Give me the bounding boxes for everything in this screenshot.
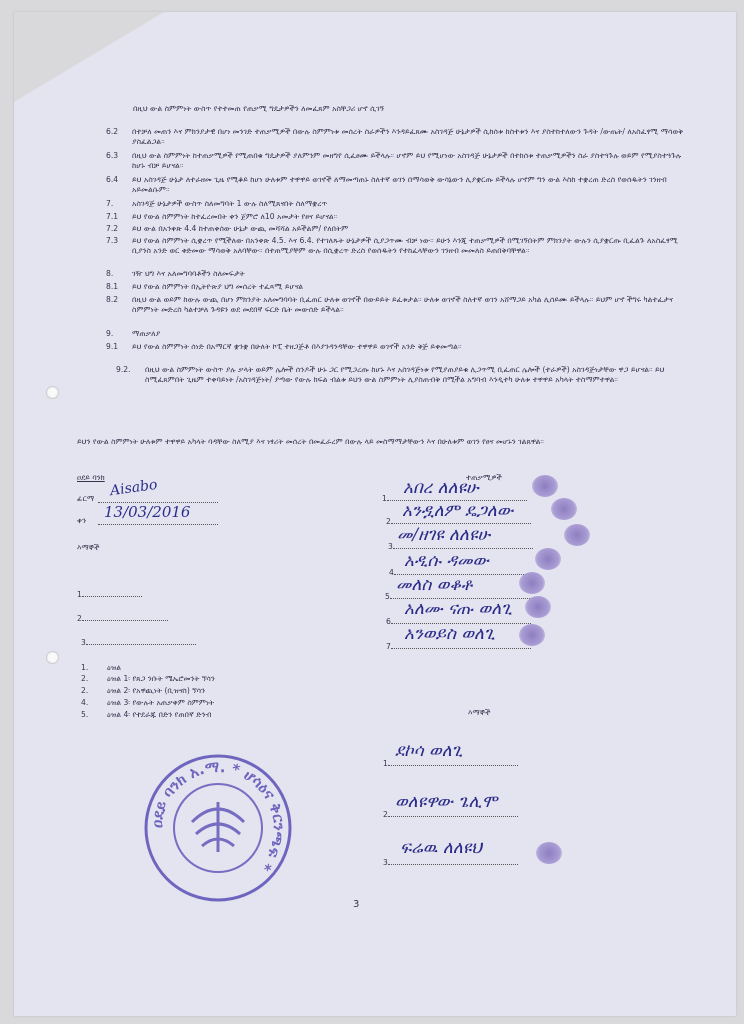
beneficiary-line — [391, 644, 531, 649]
witnesses-label-left: እማኞች — [77, 543, 100, 552]
date-handwriting: 13/03/2016 — [104, 503, 191, 521]
beneficiary-signature: አለሙ ናጡ ወለጊ — [404, 599, 513, 619]
clause-text: ይህ የውል ስምምነት ሲቋረጥ የሚችለው በአንቀጽ 4.5. እና 6.4. የተገለጹት ሁኔታዎች ሲያጋጥሙ ብቻ ነው። ይሁን እንጂ ተጠቃሚዎች በሚገኝበትም ምክንያት ውሉን ሲያቋርጡ ቢፈልጉ ለአስፈፃሚ ቢያንስ አንድ ወር ቀድመው ማሳወቅ አለባቸው። በተጠሚያቸም ውሉ በሲቋረጥ ድረስ የወሰዱትን የተከፈላቸውን ገንዘብ መመለስ ይጠበቅባቸዋል። — [132, 236, 678, 255]
thumbprint — [525, 596, 551, 618]
clause-number: 8.1 — [106, 282, 119, 291]
beneficiary-signature: አበረ ለለዩሁ — [403, 478, 479, 498]
clause-text: ይህ አስገዳጅ ሁኔታ ለተራዘመ ጊዜ የሚቆይ ከሆነ ሁለቱም ተዋዋይ ወገኖች ለማመጣጠኑ ስለተኛ ወገን በማሳወቅ ውሳኔውን ሊያቋርጡ ይችላሉ ሆኖም ግን ውል እስከ ተቋረጠ ድረስ የወሰዱትን ገንዘብ አይመልሱም። — [132, 175, 667, 194]
witness-line-number: 3 — [81, 638, 86, 647]
closing-statement: ይህን የውል ስምምነት ሁለቱም ተዋዋይ አካላት ባዳቸው ስለሚያ እና ነፃሪት መሰረት በመፈራረም በውሉ ላይ መስማማታቸውን እና በሁለቱም ወገን የፀና መሆኑን ገልጸዋል። — [77, 437, 544, 446]
clause-text: ይህ የውል ስምምነት ሰነድ በአማርኛ ቋንቋ በሁለት ኮፒ ተዘጋጅቶ በእያንዳንዳቸው ተዋዋይ ወገኖች አንድ ቅጅ ይቀመጣል። — [132, 342, 462, 351]
witness-line-number: 2 — [77, 614, 82, 623]
thumbprint — [551, 498, 577, 520]
attachment-number: 4. — [81, 698, 89, 707]
clause-heading: ገዥ ህግ እና አለመግባባቶችን ስለመፍታት — [132, 269, 245, 278]
thumbprint — [564, 524, 590, 546]
clause-number: 8. — [106, 269, 114, 278]
clause-number: 7.2 — [106, 224, 119, 233]
attachment-text: ዕዝል 4፡ የተደራጁ በድን የጠበኛ ድንብ — [107, 710, 212, 719]
clause-number: 8.2 — [106, 295, 119, 304]
folded-corner — [14, 12, 164, 102]
witness-line — [82, 590, 142, 597]
witness-signature: ወለዩዋው ጌሊሞ — [395, 792, 498, 812]
clause-number: 6.2 — [106, 127, 119, 136]
beneficiaries-label: ተጠቃሚዎች — [466, 473, 502, 482]
thumbprint — [532, 475, 558, 497]
clause-heading: ማጠቃለያ — [132, 329, 161, 338]
beneficiary-signature: አንወይስ ወለጊ — [404, 624, 495, 644]
signature-label: ፊርማ — [77, 494, 95, 503]
witnesses-label-right: እማኞች — [468, 708, 491, 717]
witness-line-number: 1 — [77, 590, 82, 599]
clause-text: በዚህ ውል ስምምነት ከተጠቃሚዎች የሚጠበቁ ግዴታዎች ያለምንም መዘግየ ሲፈፀሙ ይችላሉ። ሆኖም ይህ የሚሆነው አስገዳጅ ሁኔታዎች በተከሰቱ ተጠቃሚዎችን ስራ ያስተጓጉሉ ወይም የሚያስተጓጉሉ ከሆኑ ብቻ ይሆናል። — [132, 151, 682, 170]
witness-line — [388, 860, 518, 865]
clause-text: ይህ ውል በአንቀጽ 4.4 ከተጠቀሰው ሁኔታ ውጪ መሻሻል አይችልም/ የለበትም — [132, 224, 349, 233]
stamp-ring-text: ዐደይ ባንክ አ.ማ. * ሆሳዕና ቅርንጫፍ * — [147, 757, 289, 875]
attachment-number: 1. — [81, 663, 89, 672]
intro-line: በዚህ ውል ስምምነት ውስጥ የተተመጠ የጠቃሚ ግዴታዎችን ለመፈጸም አስቸጋሪ ሆኖ ሲገኝ — [133, 104, 385, 113]
attachment-text: ዕዝል 2፡ የአዋጪነት (ቢዝናስ) ኘሳን — [107, 686, 206, 695]
witness-signature: ፍሬዉ ለለዩህ — [400, 838, 483, 858]
clause-text: በዚህ ውል ስምምነት ውስጥ ያሉ ቃላት ወይም ሌሎች ሰንዶች ሁኑ ጋር የሚጋረጡ ከሆኑ እና አስገዳጅነቱ የሚያጠያይቁ ሊጋጥሚ ቢፈጠር ሌሎች (ተራዎች) አስገዳጅነታቸው ዋጋ ይሆናል። ይህ ስሚፈጸምበት ጊዜም ተቀባይነት /አስገዳጅነት/ ያጣው የውሉ ክፍል ብልቱ ይህን ውል ስምምነት ሊያስጠብቅ በሚችል አግባብ እንዲተካ ሁለቱ ተዋዋይ አካላት ተስማምተዋል። — [145, 365, 665, 384]
date-label: ቀን — [77, 516, 87, 525]
witness-line — [388, 761, 518, 766]
beneficiary-signature: አንዷለም ዴጋለው — [402, 501, 514, 521]
thumbprint — [519, 624, 545, 646]
attachment-number: 5. — [81, 710, 89, 719]
punch-hole — [46, 651, 59, 664]
clause-text: ይህ የውል ስምምነት ከተፈረመበት ቀን ጀምሮ ለ10 አመታት የፀና ይሆናል። — [132, 212, 338, 221]
thumbprint — [535, 548, 561, 570]
signature-handwriting: Aisabo — [109, 476, 159, 500]
witness-line — [86, 638, 196, 645]
witness-line — [82, 614, 168, 621]
attachment-number: 2. — [81, 674, 89, 683]
clause-text: ይህ የውል ስምምነት በኢትዮጵያ ህግ መሰረት ተፈጻሚ ይሆናል — [132, 282, 304, 291]
clause-heading: አስገዳጅ ሁኔታዎች ውስጥ ስለመግባት 1 ውሉ ስለሚጸናበት ስለማቋረጥ — [132, 199, 328, 208]
clause-number: 6.4 — [106, 175, 119, 184]
bank-stamp — [142, 752, 294, 904]
clause-text: በተቻለ መጠን እና ምክንያታዊ በሆነ መንገድ ተጠቃሚዎች በውሉ ስምምነቱ መሰረት ስራዎችን እንዳይፈጸሙ አስገዳጅ ሁኔታዎች ሲከሰቱ ከስተቱን እና ያስተከተለውን ጉዳት /ውጤት/ ለአስፈፃሚ ማሳወቅ ያስፈልጋል። — [132, 127, 684, 146]
clause-number: 9.1 — [106, 342, 119, 351]
attachment-text: ዕዝል 3፡ የውሉት አጠቃቀም ስምምነት — [107, 698, 215, 707]
thumbprint — [519, 572, 545, 594]
clause-number: 6.3 — [106, 151, 119, 160]
page-number: 3 — [353, 899, 360, 910]
attachment-text: ዕዝል 1፡ የጸጋ ንቡት ሜኤሮመንት ኘሳን — [107, 674, 215, 683]
clause-number: 7. — [106, 199, 114, 208]
clause-text: በዚህ ውል ወይም ከውሉ ውጪ በሆነ ምክንያት አለመግባባት ቢፈጠር ሁለቱ ወገኖች በውይይት ይፈቱታል። ሁለቱ ወገኖች ስለተኛ ወገን አሸማጋይ አካል ሊሰይሙ ይችላሉ። ይህም ሆኖ ችግሩ ካልተፈታና ስምምነት መድረስ ካልተቻለ ጉዳዩን ወደ መደበኛ ፍርድ ቤት መውሰድ ይችላል። — [132, 295, 673, 314]
beneficiary-signature: መለስ ወቆቶ — [396, 575, 473, 595]
clause-number: 9.2. — [116, 365, 131, 374]
org-label: ዐደይ ባንክ — [77, 473, 105, 482]
witness-line — [388, 812, 518, 817]
clause-number: 9. — [106, 329, 114, 338]
attachment-text: ዕዝል — [107, 663, 122, 672]
stamp-emblem — [192, 802, 244, 852]
witness-signature: ደኮሳ ወለጊ — [395, 741, 463, 761]
attachment-number: 2. — [81, 686, 89, 695]
thumbprint — [536, 842, 562, 864]
beneficiary-signature: አዲሱ ዳመው — [404, 551, 489, 571]
beneficiary-signature: መ/ዘገዩ ለለዩሁ — [397, 525, 490, 545]
clause-number: 7.3 — [106, 236, 119, 245]
clause-number: 7.1 — [106, 212, 119, 221]
punch-hole — [46, 386, 59, 399]
